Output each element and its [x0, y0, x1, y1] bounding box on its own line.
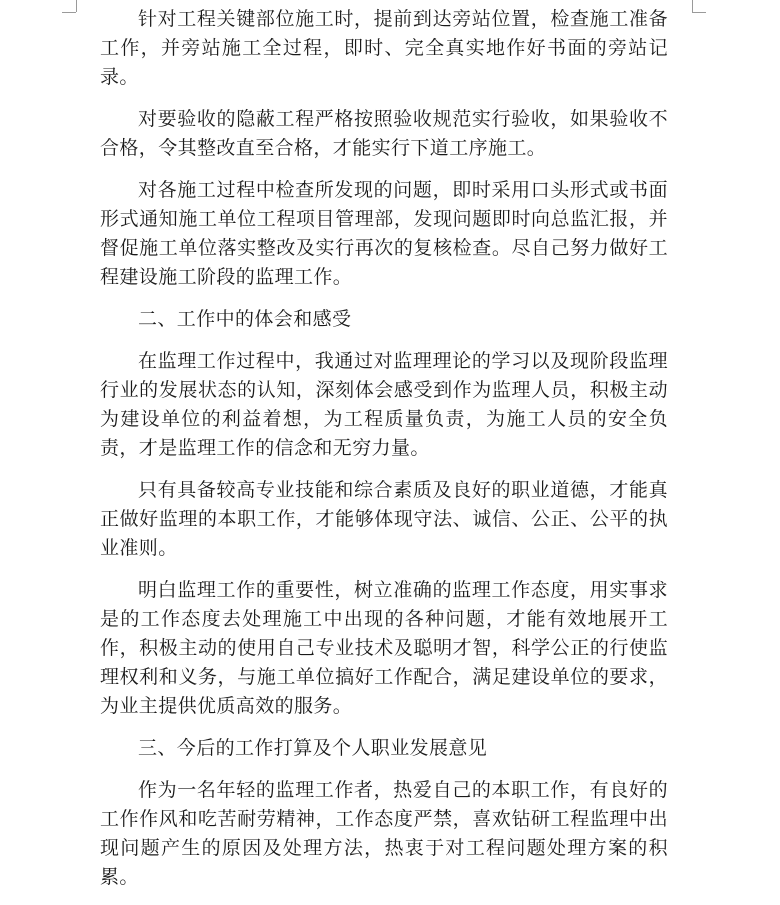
paragraph-importance: 明白监理工作的重要性，树立准确的监理工作态度，用实事求是的工作态度去处理施工中出现的各种问题，才能有效地展开工作，积极主动的使用自己专业技术及聪明才智，科学公正的行使监理权利和义务，与施工单位搞好工作配合，满足建设单位的要求，为业主提供优质高效的服务。 [100, 579, 668, 717]
crop-mark-left [76, 0, 77, 12]
paragraph-supervision-process: 在监理工作过程中，我通过对监理理论的学习以及现阶段监理行业的发展状态的认知，深刻体会感受到作为监理人员，积极主动为建设单位的利益着想，为工程质量负责，为施工人员的安全负责，才是监理工作的信念和无穷力量。 [100, 350, 668, 459]
paragraph-hidden-works: 对要验收的隐蔽工程严格按照验收规范实行验收，如果验收不合格，令其整改直至合格，才能实行下道工序施工。 [100, 108, 668, 159]
crop-mark-right [692, 0, 693, 12]
paragraph-issue-handling: 对各施工过程中检查所发现的问题，即时采用口头形式或书面形式通知施工单位工程项目管理部，发现问题即时向总监汇报，并督促施工单位落实整改及实行再次的复核检查。尽自己努力做好工程建设施工阶段的监理工作。 [100, 179, 668, 288]
paragraph-young-supervisor: 作为一名年轻的监理工作者，热爱自己的本职工作，有良好的工作作风和吃苦耐劳精神，工作态度严禁，喜欢钻研工程监理中出现问题产生的原因及处理方法，热衷于对工程问题处理方案的积累。 [100, 779, 668, 888]
crop-mark-right-h [692, 12, 706, 13]
crop-mark-left-h [62, 12, 76, 13]
section-heading-experience: 二、工作中的体会和感受 [138, 308, 352, 330]
paragraph-professional-skills: 只有具备较高专业技能和综合素质及良好的职业道德，才能真正做好监理的本职工作，才能够体现守法、诚信、公正、公平的执业准则。 [100, 479, 668, 559]
document-body [100, 5, 668, 905]
paragraph-side-station: 针对工程关键部位施工时，提前到达旁站位置，检查施工准备工作，并旁站施工全过程，即时、完全真实地作好书面的旁站记录。 [100, 8, 668, 88]
section-heading-future-plans: 三、今后的工作打算及个人职业发展意见 [138, 737, 488, 759]
